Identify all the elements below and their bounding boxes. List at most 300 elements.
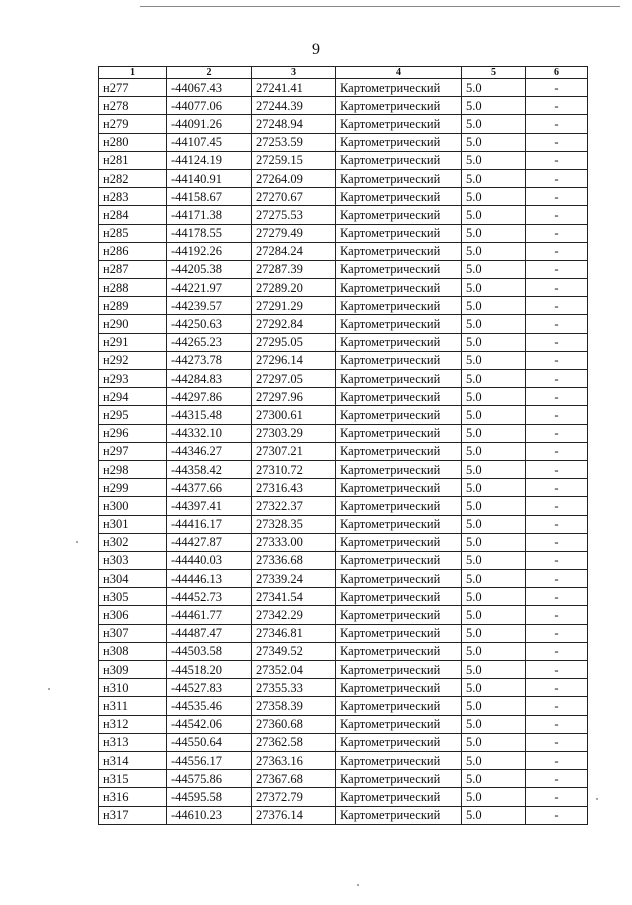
x-coordinate-cell: -44077.06: [167, 97, 252, 115]
point-id-cell: н294: [99, 388, 167, 406]
accuracy-cell: 5.0: [462, 460, 526, 478]
y-coordinate-cell: 27352.04: [252, 661, 336, 679]
point-id-cell: н292: [99, 351, 167, 369]
point-id-cell: н286: [99, 242, 167, 260]
table-row: [99, 151, 588, 169]
accuracy-cell: 5.0: [462, 279, 526, 297]
table-row: [99, 279, 588, 297]
column-header-5: 5: [462, 67, 526, 79]
point-id-cell: н284: [99, 206, 167, 224]
y-coordinate-cell: 27291.29: [252, 297, 336, 315]
y-coordinate-cell: 27270.67: [252, 188, 336, 206]
x-coordinate-cell: -44171.38: [167, 206, 252, 224]
point-id-cell: н295: [99, 406, 167, 424]
accuracy-cell: 5.0: [462, 242, 526, 260]
point-id-cell: н311: [99, 697, 167, 715]
column-header-2: 2: [167, 67, 252, 79]
table-row: [99, 479, 588, 497]
table-row: [99, 97, 588, 115]
note-cell: -: [526, 551, 588, 569]
table-row: [99, 715, 588, 733]
y-coordinate-cell: 27275.53: [252, 206, 336, 224]
point-id-cell: н293: [99, 370, 167, 388]
table-row: [99, 242, 588, 260]
note-cell: -: [526, 697, 588, 715]
note-cell: -: [526, 388, 588, 406]
point-id-cell: н278: [99, 97, 167, 115]
table-row: [99, 497, 588, 515]
x-coordinate-cell: -44332.10: [167, 424, 252, 442]
note-cell: -: [526, 733, 588, 751]
note-cell: -: [526, 806, 588, 824]
accuracy-cell: 5.0: [462, 351, 526, 369]
point-id-cell: н305: [99, 588, 167, 606]
method-cell: Картометрический: [336, 115, 462, 133]
method-cell: Картометрический: [336, 151, 462, 169]
note-cell: -: [526, 624, 588, 642]
y-coordinate-cell: 27297.05: [252, 370, 336, 388]
method-cell: Картометрический: [336, 697, 462, 715]
table-row: [99, 642, 588, 660]
accuracy-cell: 5.0: [462, 188, 526, 206]
note-cell: -: [526, 570, 588, 588]
accuracy-cell: 5.0: [462, 133, 526, 151]
method-cell: Картометрический: [336, 260, 462, 278]
accuracy-cell: 5.0: [462, 697, 526, 715]
point-id-cell: н280: [99, 133, 167, 151]
note-cell: -: [526, 79, 588, 97]
method-cell: Картометрический: [336, 224, 462, 242]
accuracy-cell: 5.0: [462, 715, 526, 733]
method-cell: Картометрический: [336, 297, 462, 315]
note-cell: -: [526, 479, 588, 497]
method-cell: Картометрический: [336, 169, 462, 187]
method-cell: Картометрический: [336, 406, 462, 424]
accuracy-cell: 5.0: [462, 370, 526, 388]
accuracy-cell: 5.0: [462, 642, 526, 660]
accuracy-cell: 5.0: [462, 770, 526, 788]
accuracy-cell: 5.0: [462, 115, 526, 133]
y-coordinate-cell: 27300.61: [252, 406, 336, 424]
y-coordinate-cell: 27355.33: [252, 679, 336, 697]
accuracy-cell: 5.0: [462, 442, 526, 460]
table-body: [99, 79, 588, 825]
point-id-cell: н279: [99, 115, 167, 133]
note-cell: -: [526, 151, 588, 169]
point-id-cell: н291: [99, 333, 167, 351]
x-coordinate-cell: -44315.48: [167, 406, 252, 424]
x-coordinate-cell: -44542.06: [167, 715, 252, 733]
scan-speck: [76, 541, 78, 543]
x-coordinate-cell: -44140.91: [167, 169, 252, 187]
note-cell: -: [526, 751, 588, 769]
note-cell: -: [526, 133, 588, 151]
scan-speck: [596, 798, 598, 800]
table-row: [99, 115, 588, 133]
point-id-cell: н283: [99, 188, 167, 206]
note-cell: -: [526, 297, 588, 315]
method-cell: Картометрический: [336, 588, 462, 606]
point-id-cell: н289: [99, 297, 167, 315]
table-row: [99, 79, 588, 97]
accuracy-cell: 5.0: [462, 551, 526, 569]
note-cell: -: [526, 715, 588, 733]
accuracy-cell: 5.0: [462, 624, 526, 642]
note-cell: -: [526, 370, 588, 388]
point-id-cell: н303: [99, 551, 167, 569]
table-row: [99, 460, 588, 478]
table-row: [99, 697, 588, 715]
note-cell: -: [526, 661, 588, 679]
note-cell: -: [526, 588, 588, 606]
x-coordinate-cell: -44440.03: [167, 551, 252, 569]
y-coordinate-cell: 27296.14: [252, 351, 336, 369]
table-row: [99, 351, 588, 369]
point-id-cell: н299: [99, 479, 167, 497]
method-cell: Картометрический: [336, 133, 462, 151]
column-header-4: 4: [336, 67, 462, 79]
x-coordinate-cell: -44461.77: [167, 606, 252, 624]
accuracy-cell: 5.0: [462, 315, 526, 333]
table-row: [99, 424, 588, 442]
y-coordinate-cell: 27363.16: [252, 751, 336, 769]
note-cell: -: [526, 224, 588, 242]
accuracy-cell: 5.0: [462, 151, 526, 169]
point-id-cell: н313: [99, 733, 167, 751]
y-coordinate-cell: 27349.52: [252, 642, 336, 660]
x-coordinate-cell: -44518.20: [167, 661, 252, 679]
accuracy-cell: 5.0: [462, 533, 526, 551]
x-coordinate-cell: -44503.58: [167, 642, 252, 660]
method-cell: Картометрический: [336, 806, 462, 824]
method-cell: Картометрический: [336, 679, 462, 697]
table-row: [99, 442, 588, 460]
point-id-cell: н277: [99, 79, 167, 97]
note-cell: -: [526, 770, 588, 788]
x-coordinate-cell: -44527.83: [167, 679, 252, 697]
x-coordinate-cell: -44158.67: [167, 188, 252, 206]
point-id-cell: н310: [99, 679, 167, 697]
accuracy-cell: 5.0: [462, 751, 526, 769]
x-coordinate-cell: -44297.86: [167, 388, 252, 406]
point-id-cell: н315: [99, 770, 167, 788]
method-cell: Картометрический: [336, 497, 462, 515]
accuracy-cell: 5.0: [462, 260, 526, 278]
accuracy-cell: 5.0: [462, 497, 526, 515]
method-cell: Картометрический: [336, 770, 462, 788]
y-coordinate-cell: 27376.14: [252, 806, 336, 824]
table-row: [99, 770, 588, 788]
table-row: [99, 570, 588, 588]
method-cell: Картометрический: [336, 751, 462, 769]
point-id-cell: н282: [99, 169, 167, 187]
method-cell: Картометрический: [336, 206, 462, 224]
y-coordinate-cell: 27241.41: [252, 79, 336, 97]
table-row: [99, 788, 588, 806]
y-coordinate-cell: 27297.96: [252, 388, 336, 406]
note-cell: -: [526, 351, 588, 369]
method-cell: Картометрический: [336, 570, 462, 588]
y-coordinate-cell: 27322.37: [252, 497, 336, 515]
table-row: [99, 133, 588, 151]
method-cell: Картометрический: [336, 388, 462, 406]
accuracy-cell: 5.0: [462, 570, 526, 588]
method-cell: Картометрический: [336, 424, 462, 442]
x-coordinate-cell: -44610.23: [167, 806, 252, 824]
note-cell: -: [526, 497, 588, 515]
x-coordinate-cell: -44377.66: [167, 479, 252, 497]
note-cell: -: [526, 406, 588, 424]
method-cell: Картометрический: [336, 242, 462, 260]
y-coordinate-cell: 27303.29: [252, 424, 336, 442]
x-coordinate-cell: -44416.17: [167, 515, 252, 533]
method-cell: Картометрический: [336, 551, 462, 569]
scan-speck: [357, 884, 359, 886]
table-row: [99, 169, 588, 187]
point-id-cell: н309: [99, 661, 167, 679]
table-row: [99, 297, 588, 315]
x-coordinate-cell: -44550.64: [167, 733, 252, 751]
coordinates-table: [98, 66, 588, 825]
x-coordinate-cell: -44250.63: [167, 315, 252, 333]
point-id-cell: н306: [99, 606, 167, 624]
column-header-1: 1: [99, 67, 167, 79]
point-id-cell: н296: [99, 424, 167, 442]
method-cell: Картометрический: [336, 79, 462, 97]
accuracy-cell: 5.0: [462, 224, 526, 242]
table-row: [99, 551, 588, 569]
method-cell: Картометрический: [336, 479, 462, 497]
y-coordinate-cell: 27295.05: [252, 333, 336, 351]
accuracy-cell: 5.0: [462, 606, 526, 624]
table-row: [99, 370, 588, 388]
accuracy-cell: 5.0: [462, 79, 526, 97]
y-coordinate-cell: 27358.39: [252, 697, 336, 715]
y-coordinate-cell: 27342.29: [252, 606, 336, 624]
accuracy-cell: 5.0: [462, 424, 526, 442]
table-row: [99, 806, 588, 824]
accuracy-cell: 5.0: [462, 679, 526, 697]
table-row: [99, 406, 588, 424]
y-coordinate-cell: 27346.81: [252, 624, 336, 642]
y-coordinate-cell: 27244.39: [252, 97, 336, 115]
table-row: [99, 679, 588, 697]
x-coordinate-cell: -44265.23: [167, 333, 252, 351]
point-id-cell: н304: [99, 570, 167, 588]
accuracy-cell: 5.0: [462, 297, 526, 315]
note-cell: -: [526, 97, 588, 115]
note-cell: -: [526, 115, 588, 133]
method-cell: Картометрический: [336, 533, 462, 551]
y-coordinate-cell: 27289.20: [252, 279, 336, 297]
x-coordinate-cell: -44487.47: [167, 624, 252, 642]
method-cell: Картометрический: [336, 642, 462, 660]
x-coordinate-cell: -44091.26: [167, 115, 252, 133]
table-row: [99, 333, 588, 351]
scan-speck: [48, 688, 50, 690]
note-cell: -: [526, 315, 588, 333]
table-row: [99, 224, 588, 242]
table-row: [99, 260, 588, 278]
accuracy-cell: 5.0: [462, 169, 526, 187]
y-coordinate-cell: 27336.68: [252, 551, 336, 569]
table-row: [99, 606, 588, 624]
accuracy-cell: 5.0: [462, 97, 526, 115]
note-cell: -: [526, 515, 588, 533]
table-row: [99, 315, 588, 333]
note-cell: -: [526, 242, 588, 260]
y-coordinate-cell: 27362.58: [252, 733, 336, 751]
method-cell: Картометрический: [336, 661, 462, 679]
x-coordinate-cell: -44192.26: [167, 242, 252, 260]
table-row: [99, 388, 588, 406]
x-coordinate-cell: -44556.17: [167, 751, 252, 769]
y-coordinate-cell: 27372.79: [252, 788, 336, 806]
point-id-cell: н297: [99, 442, 167, 460]
header-row: [99, 67, 588, 79]
accuracy-cell: 5.0: [462, 388, 526, 406]
accuracy-cell: 5.0: [462, 588, 526, 606]
y-coordinate-cell: 27310.72: [252, 460, 336, 478]
table-row: [99, 533, 588, 551]
point-id-cell: н308: [99, 642, 167, 660]
point-id-cell: н298: [99, 460, 167, 478]
point-id-cell: н285: [99, 224, 167, 242]
accuracy-cell: 5.0: [462, 479, 526, 497]
point-id-cell: н290: [99, 315, 167, 333]
table-row: [99, 751, 588, 769]
method-cell: Картометрический: [336, 315, 462, 333]
column-header-3: 3: [252, 67, 336, 79]
method-cell: Картометрический: [336, 606, 462, 624]
note-cell: -: [526, 460, 588, 478]
method-cell: Картометрический: [336, 442, 462, 460]
table-row: [99, 661, 588, 679]
note-cell: -: [526, 788, 588, 806]
accuracy-cell: 5.0: [462, 333, 526, 351]
method-cell: Картометрический: [336, 624, 462, 642]
accuracy-cell: 5.0: [462, 661, 526, 679]
x-coordinate-cell: -44346.27: [167, 442, 252, 460]
page-number: 9: [312, 41, 320, 58]
y-coordinate-cell: 27367.68: [252, 770, 336, 788]
note-cell: -: [526, 533, 588, 551]
note-cell: -: [526, 679, 588, 697]
method-cell: Картометрический: [336, 370, 462, 388]
x-coordinate-cell: -44178.55: [167, 224, 252, 242]
method-cell: Картометрический: [336, 333, 462, 351]
note-cell: -: [526, 642, 588, 660]
x-coordinate-cell: -44107.45: [167, 133, 252, 151]
accuracy-cell: 5.0: [462, 788, 526, 806]
x-coordinate-cell: -44427.87: [167, 533, 252, 551]
x-coordinate-cell: -44575.86: [167, 770, 252, 788]
y-coordinate-cell: 27307.21: [252, 442, 336, 460]
accuracy-cell: 5.0: [462, 733, 526, 751]
accuracy-cell: 5.0: [462, 806, 526, 824]
x-coordinate-cell: -44067.43: [167, 79, 252, 97]
table-row: [99, 588, 588, 606]
column-header-6: 6: [526, 67, 588, 79]
x-coordinate-cell: -44124.19: [167, 151, 252, 169]
table-row: [99, 515, 588, 533]
method-cell: Картометрический: [336, 188, 462, 206]
x-coordinate-cell: -44205.38: [167, 260, 252, 278]
method-cell: Картометрический: [336, 515, 462, 533]
y-coordinate-cell: 27284.24: [252, 242, 336, 260]
point-id-cell: н287: [99, 260, 167, 278]
note-cell: -: [526, 333, 588, 351]
y-coordinate-cell: 27292.84: [252, 315, 336, 333]
note-cell: -: [526, 606, 588, 624]
table-row: [99, 733, 588, 751]
point-id-cell: н307: [99, 624, 167, 642]
y-coordinate-cell: 27287.39: [252, 260, 336, 278]
point-id-cell: н301: [99, 515, 167, 533]
table-row: [99, 624, 588, 642]
y-coordinate-cell: 27328.35: [252, 515, 336, 533]
point-id-cell: н302: [99, 533, 167, 551]
method-cell: Картометрический: [336, 460, 462, 478]
point-id-cell: н281: [99, 151, 167, 169]
x-coordinate-cell: -44221.97: [167, 279, 252, 297]
point-id-cell: н288: [99, 279, 167, 297]
method-cell: Картометрический: [336, 351, 462, 369]
table-row: [99, 188, 588, 206]
y-coordinate-cell: 27333.00: [252, 533, 336, 551]
note-cell: -: [526, 206, 588, 224]
point-id-cell: н314: [99, 751, 167, 769]
point-id-cell: н316: [99, 788, 167, 806]
x-coordinate-cell: -44595.58: [167, 788, 252, 806]
table-row: [99, 206, 588, 224]
y-coordinate-cell: 27339.24: [252, 570, 336, 588]
top-rule: [140, 6, 620, 7]
y-coordinate-cell: 27259.15: [252, 151, 336, 169]
point-id-cell: н317: [99, 806, 167, 824]
y-coordinate-cell: 27248.94: [252, 115, 336, 133]
x-coordinate-cell: -44239.57: [167, 297, 252, 315]
point-id-cell: н312: [99, 715, 167, 733]
note-cell: -: [526, 424, 588, 442]
x-coordinate-cell: -44452.73: [167, 588, 252, 606]
x-coordinate-cell: -44273.78: [167, 351, 252, 369]
note-cell: -: [526, 260, 588, 278]
x-coordinate-cell: -44446.13: [167, 570, 252, 588]
accuracy-cell: 5.0: [462, 206, 526, 224]
method-cell: Картометрический: [336, 733, 462, 751]
note-cell: -: [526, 169, 588, 187]
x-coordinate-cell: -44358.42: [167, 460, 252, 478]
y-coordinate-cell: 27341.54: [252, 588, 336, 606]
point-id-cell: н300: [99, 497, 167, 515]
method-cell: Картометрический: [336, 97, 462, 115]
method-cell: Картометрический: [336, 279, 462, 297]
note-cell: -: [526, 279, 588, 297]
method-cell: Картометрический: [336, 715, 462, 733]
x-coordinate-cell: -44535.46: [167, 697, 252, 715]
accuracy-cell: 5.0: [462, 406, 526, 424]
accuracy-cell: 5.0: [462, 515, 526, 533]
y-coordinate-cell: 27316.43: [252, 479, 336, 497]
note-cell: -: [526, 188, 588, 206]
x-coordinate-cell: -44397.41: [167, 497, 252, 515]
note-cell: -: [526, 442, 588, 460]
method-cell: Картометрический: [336, 788, 462, 806]
y-coordinate-cell: 27360.68: [252, 715, 336, 733]
x-coordinate-cell: -44284.83: [167, 370, 252, 388]
y-coordinate-cell: 27279.49: [252, 224, 336, 242]
